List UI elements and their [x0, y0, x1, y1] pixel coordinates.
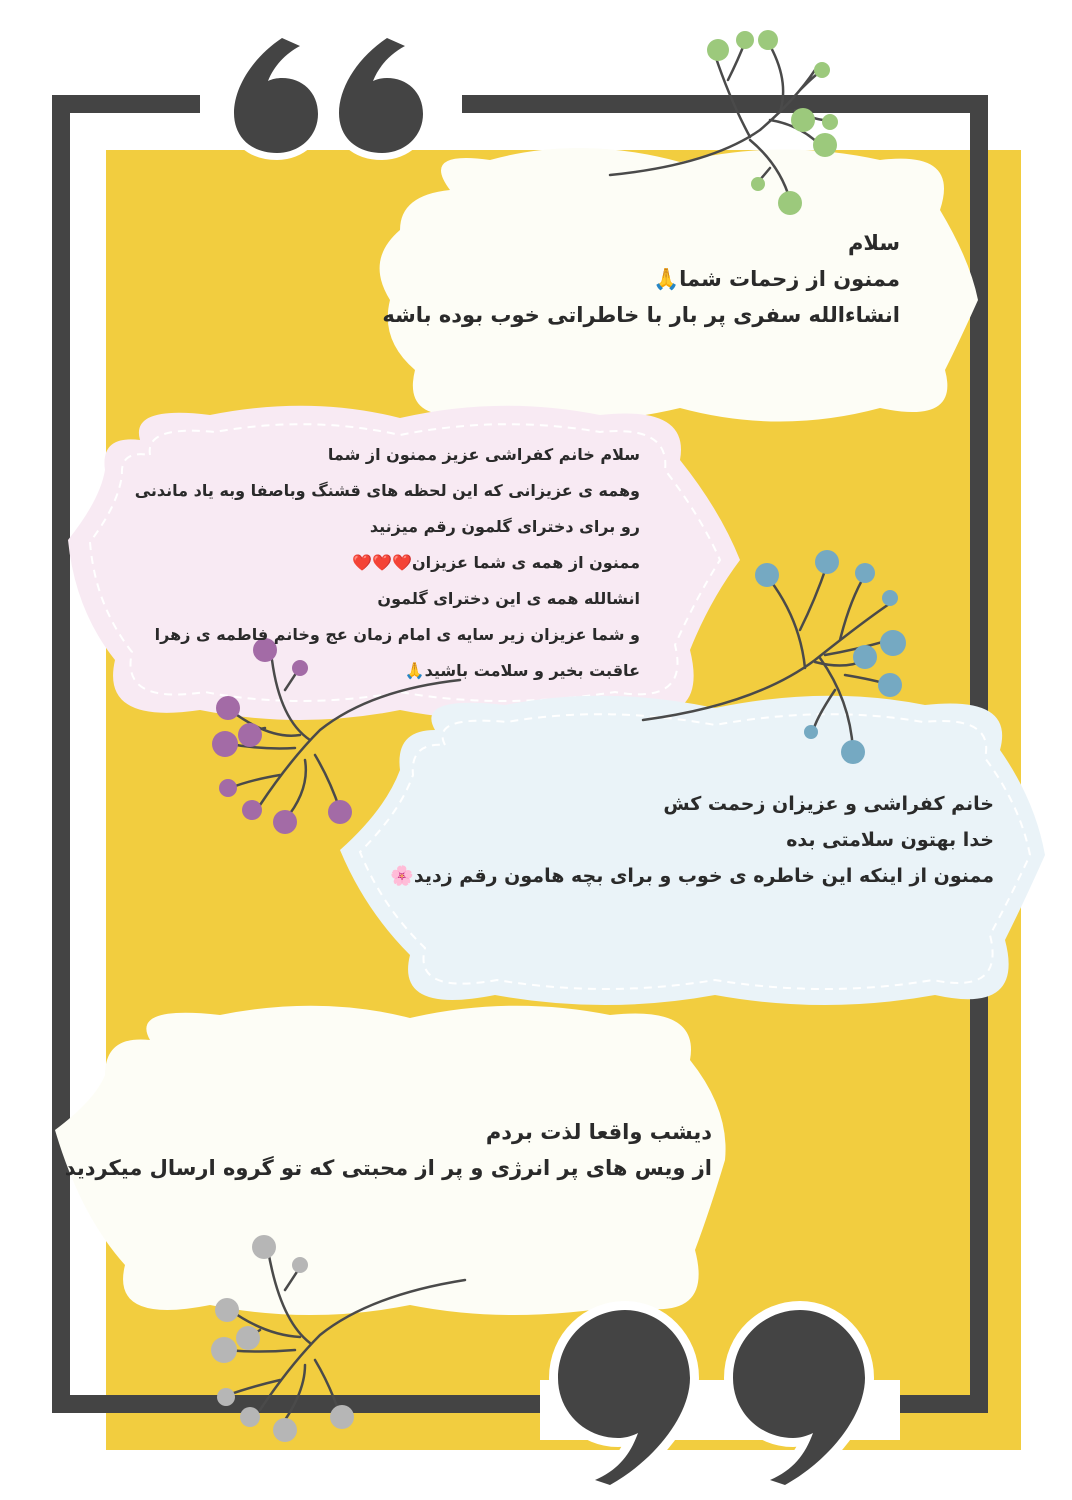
close-quote-icon: [530, 1290, 900, 1500]
message-2-line-2: وهمه ی عزیزانی که این لحظه های قشنگ وباصفا وبه یاد ماندنی: [134, 481, 640, 500]
message-1-line-2: ممنون از زحمات شما🙏: [652, 267, 900, 291]
message-2-line-6: و شما عزیزان زیر سایه ی امام زمان عج وخانم فاطمه ی زهرا: [154, 625, 640, 644]
message-1-line-1: سلام: [848, 231, 900, 255]
message-2-line-3: رو برای دخترای گلمون رقم میزنید: [369, 517, 640, 536]
message-4-line-1: دیشب واقعا لذت بردم: [485, 1120, 712, 1144]
message-2-line-5: انشالله همه ی این دخترای گلمون: [377, 589, 640, 608]
message-1-line-3: انشاءالله سفری پر بار با خاطراتی خوب بوده باشه: [382, 303, 900, 327]
green-branch-icon: [600, 20, 860, 230]
message-1: [382, 225, 900, 333]
message-2: [135, 437, 640, 689]
grey-branch-icon: [200, 1225, 475, 1445]
message-4-line-2: از ویس های پر انرژی و پر از محبتی که تو گروه ارسال میکردید: [64, 1156, 712, 1180]
message-3: [390, 786, 994, 894]
message-3-line-2: خدا بهتون سلامتی بده: [786, 829, 994, 851]
message-2-line-4: ممنون از همه ی شما عزیزان❤️❤️❤️: [352, 553, 640, 572]
message-3-line-1: خانم کفراشی و عزیزان زحمت کش: [663, 793, 994, 815]
message-3-line-3: ممنون از اینکه این خاطره ی خوب و برای بچه هامون رقم زدید🌸: [390, 865, 994, 887]
message-2-line-1: سلام خانم کفراشی عزیز ممنون از شما: [327, 445, 640, 464]
message-4: [65, 1114, 712, 1186]
blue-branch-icon: [635, 540, 925, 780]
message-2-line-7: عاقبت بخیر و سلامت باشید🙏: [404, 661, 640, 680]
